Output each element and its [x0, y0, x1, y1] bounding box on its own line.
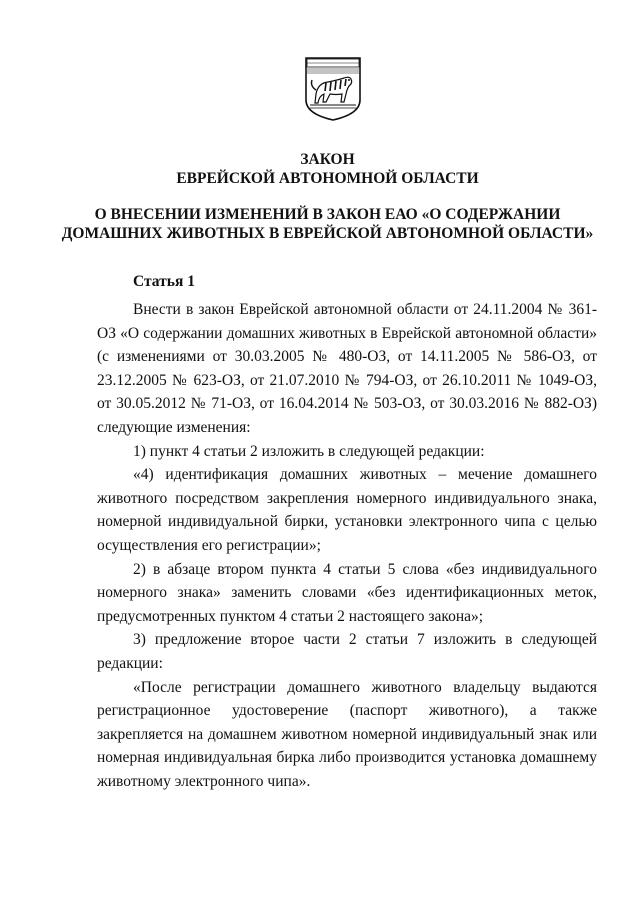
paragraph: 1) пункт 4 статьи 2 изложить в следующей редакции: — [133, 442, 485, 460]
paragraph: «После регистрации домашнего животного владельцу выдаются регистрационное удостоверение (паспорт животного), а также закрепляется на домашнем животном номерной индивидуальный знак или номерная индивидуальная бирка либо производится установка домашнему животному электронного чипа». — [97, 678, 597, 790]
paragraph: «4) идентификация домашних животных – мечение домашнего животного посредством закрепления номерного индивидуального знака, номерной индивидуальной бирки, установки электронного чипа с целью осуществления его регистрации»; — [97, 466, 597, 554]
article-heading: Статья 1 — [133, 273, 195, 290]
tiger-coat-of-arms-icon — [302, 56, 364, 122]
paragraph: Внести в закон Еврейской автономной области от 24.11.2004 № 361-ОЗ «О содержании домашних животных в Еврейской автономной области» (с изменениями от 30.03.2005 № 480-ОЗ, от 14.11.2005 № 586-ОЗ, от 23.12.2005 № 623-ОЗ, от 21.07.2010 № 794-ОЗ, от 26.10.2011 № 1049-ОЗ, от 30.05.2012 № 71-ОЗ, от 16.04.2014 № 503-ОЗ, от 30.03.2016 № 882-ОЗ) следующие изменения: — [97, 301, 597, 436]
article-body — [97, 298, 597, 793]
law-subtitle: О ВНЕСЕНИИ ИЗМЕНЕНИЙ В ЗАКОН ЕАО «О СОДЕРЖАНИИ ДОМАШНИХ ЖИВОТНЫХ В ЕВРЕЙСКОЙ АВТОНОМНОЙ ОБЛАСТИ» — [61, 206, 594, 242]
law-title-line2: ЕВРЕЙСКОЙ АВТОНОМНОЙ ОБЛАСТИ — [176, 170, 479, 187]
paragraph: 2) в абзаце втором пункта 4 статьи 5 слова «без индивидуального номерного знака» заменить словами «без идентификационных меток, предусмотренных пунктом 4 статьи 2 настоящего закона»; — [97, 560, 597, 625]
paragraph: 3) предложение второе части 2 статьи 7 изложить в следующей редакции: — [97, 631, 597, 672]
law-title-line1: ЗАКОН — [300, 151, 355, 168]
law-title — [60, 150, 595, 188]
